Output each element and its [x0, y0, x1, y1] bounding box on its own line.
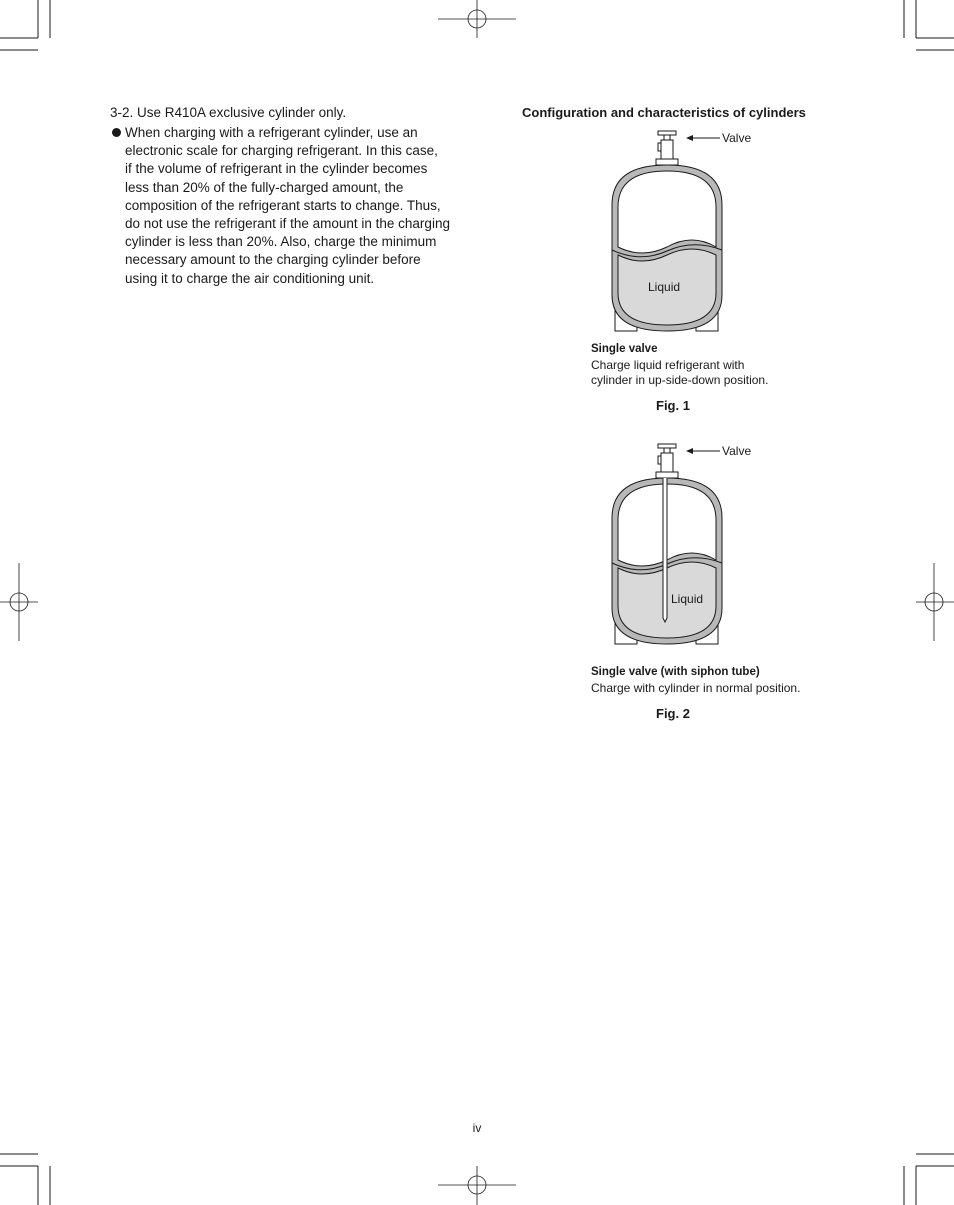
paragraph-line: cylinder is less than 20%. Also, charge the minimum	[125, 234, 437, 250]
valve-pointer-arrow-icon-fig1	[686, 133, 722, 143]
caption-title-fig1: Single valve	[591, 343, 658, 355]
liquid-label-fig1: Liquid	[648, 280, 681, 294]
siphon-tube-icon	[663, 478, 667, 622]
paragraph-line: electronic scale for charging refrigerant. In this case,	[125, 143, 438, 159]
valve-body-icon	[661, 453, 673, 472]
figures-heading: Configuration and characteristics of cylinders	[522, 105, 806, 120]
valve-body-icon	[661, 140, 673, 159]
liquid-label-fig2: Liquid	[671, 592, 704, 606]
registration-mark-left	[0, 563, 38, 641]
valve-handle-icon	[658, 444, 676, 448]
valve-handle-icon	[658, 131, 676, 135]
page-number: iv	[472, 1121, 482, 1135]
paragraph-line: using it to charge the air conditioning unit.	[125, 270, 375, 286]
paragraph-line: When charging with a refrigerant cylinder, use an	[125, 125, 418, 140]
section-heading: 3-2. Use R410A exclusive cylinder only.	[110, 105, 347, 120]
cylinder-diagram-fig2	[600, 438, 740, 653]
caption-line-fig1: cylinder in up-side-down position.	[591, 373, 769, 387]
caption-line-fig2: Charge with cylinder in normal position.	[591, 681, 801, 695]
registration-mark-right	[916, 563, 954, 641]
valve-label-fig2: Valve	[722, 444, 752, 458]
registration-mark-top	[438, 0, 516, 38]
caption-line-fig1: Charge liquid refrigerant with	[591, 358, 745, 372]
paragraph-line: necessary amount to the charging cylinder before	[125, 252, 421, 268]
valve-label-fig1: Valve	[722, 131, 752, 145]
paragraph-line: composition of the refrigerant starts to change. Thus,	[125, 197, 441, 213]
valve-pointer-arrow-icon-fig2	[686, 446, 722, 456]
paragraph-line: do not use the refrigerant if the amount in the charging	[125, 216, 450, 232]
bullet-icon	[112, 128, 121, 137]
caption-title-fig2: Single valve (with siphon tube)	[591, 666, 760, 678]
paragraph-line: less than 20% of the fully-charged amount, the	[125, 179, 404, 195]
figure-label-fig2: Fig. 2	[656, 706, 690, 721]
figure-label-fig1: Fig. 1	[656, 398, 690, 413]
registration-mark-bottom	[438, 1166, 516, 1205]
cylinder-diagram-fig1	[600, 125, 740, 340]
paragraph-line: if the volume of refrigerant in the cylinder becomes	[125, 161, 428, 177]
